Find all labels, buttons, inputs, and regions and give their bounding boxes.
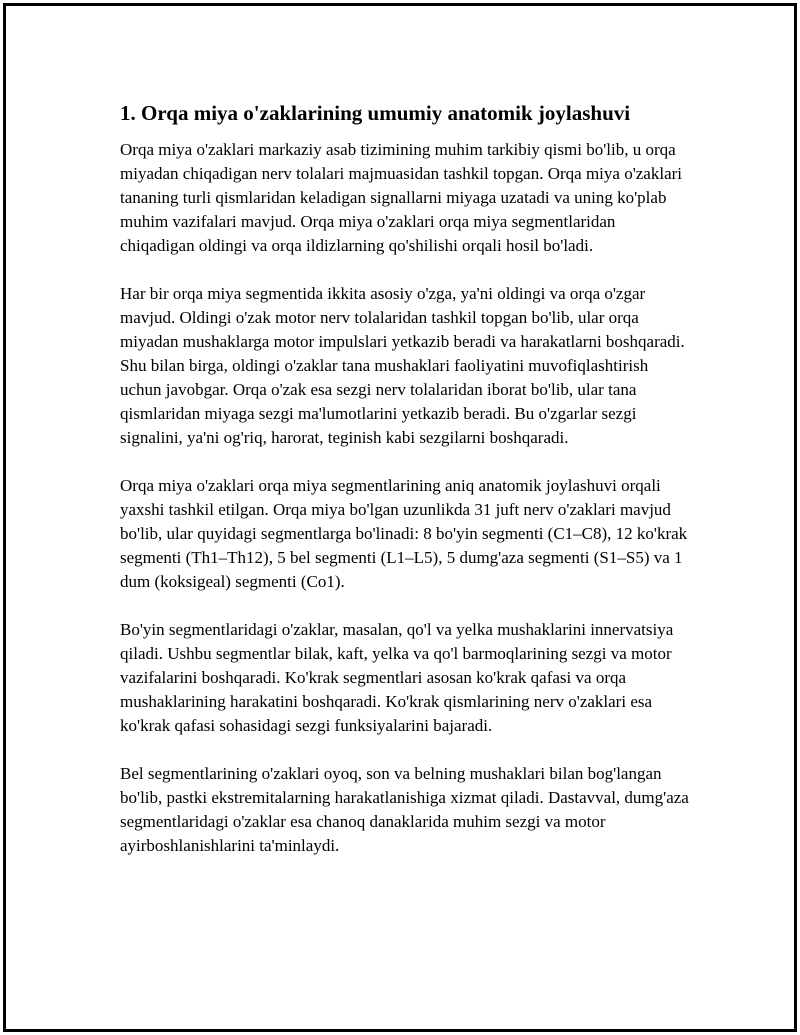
- paragraph-lumbar-sacral: Bel segmentlarining o'zaklari oyoq, son va belning mushaklari bilan bog'langan bo'lib, pastki ekstremitalarning harakatlanishiga xizmat qiladi. Dastavval, dumg'aza segmentlaridagi o'zaklar esa chanoq danaklarida muhim sezgi va motor ayirboshlanishlarini ta'minlaydi.: [120, 764, 689, 855]
- page-frame: [3, 3, 797, 1032]
- paragraph-cervical-thoracic: Bo'yin segmentlaridagi o'zaklar, masalan, qo'l va yelka mushaklarini innervatsiya qiladi. Ushbu segmentlar bilak, kaft, yelka va qo'l barmoqlarining sezgi va motor vazifalarini boshqaradi. Ko'krak segmentlari asosan ko'krak qafasi va orqa mushaklarining harakatini boshqaradi. Ko'krak qismlarining nerv o'zaklari esa ko'krak qafasi sohasidagi sezgi funksiyalarini bajaradi.: [120, 620, 674, 735]
- paragraph-segments: Orqa miya o'zaklari orqa miya segmentlarining aniq anatomik joylashuvi orqali yaxshi tashkil etilgan. Orqa miya bo'lgan uzunlikda 31 juft nerv o'zaklari mavjud bo'lib, ular quyidagi segmentlarga bo'linadi: 8 bo'yin segmenti (C1–C8), 12 ko'krak segmenti (Th1–Th12), 5 bel segmenti (L1–L5), 5 dumg'aza segmenti (S1–S5) va 1 dum (koksigeal) segmenti (Co1).: [120, 476, 688, 591]
- section-heading: 1. Orqa miya o'zaklarining umumiy anatomik joylashuvi: [120, 101, 631, 125]
- document-body: [120, 98, 692, 882]
- paragraph-intro: Orqa miya o'zaklari markaziy asab tizimining muhim tarkibiy qismi bo'lib, u orqa miyadan chiqadigan nerv tolalari majmuasidan tashkil topgan. Orqa miya o'zaklari tananing turli qismlaridan keladigan signallarni miyaga uzatadi va uning ko'plab muhim vazifalari mavjud. Orqa miya o'zaklari orqa miya segmentlaridan chiqadigan oldingi va orqa ildizlarning qo'shilishi orqali hosil bo'ladi.: [120, 140, 682, 255]
- paragraph-roots: Har bir orqa miya segmentida ikkita asosiy o'zga, ya'ni oldingi va orqa o'zgar mavjud. Oldingi o'zak motor nerv tolalaridan tashkil topgan bo'lib, ular orqa miyadan mushaklarga motor impulslari yetkazib beradi va harakatlarni boshqaradi. Shu bilan birga, oldingi o'zaklar tana mushaklari faoliyatini muvofiqlashtirish uchun javobgar. Orqa o'zak esa sezgi nerv tolalaridan iborat bo'lib, ular tana qismlaridan miyaga sezgi ma'lumotlarini yetkazib beradi. Bu o'zgarlar sezgi signalini, ya'ni og'riq, harorat, teginish kabi sezgilarni boshqaradi.: [120, 284, 685, 447]
